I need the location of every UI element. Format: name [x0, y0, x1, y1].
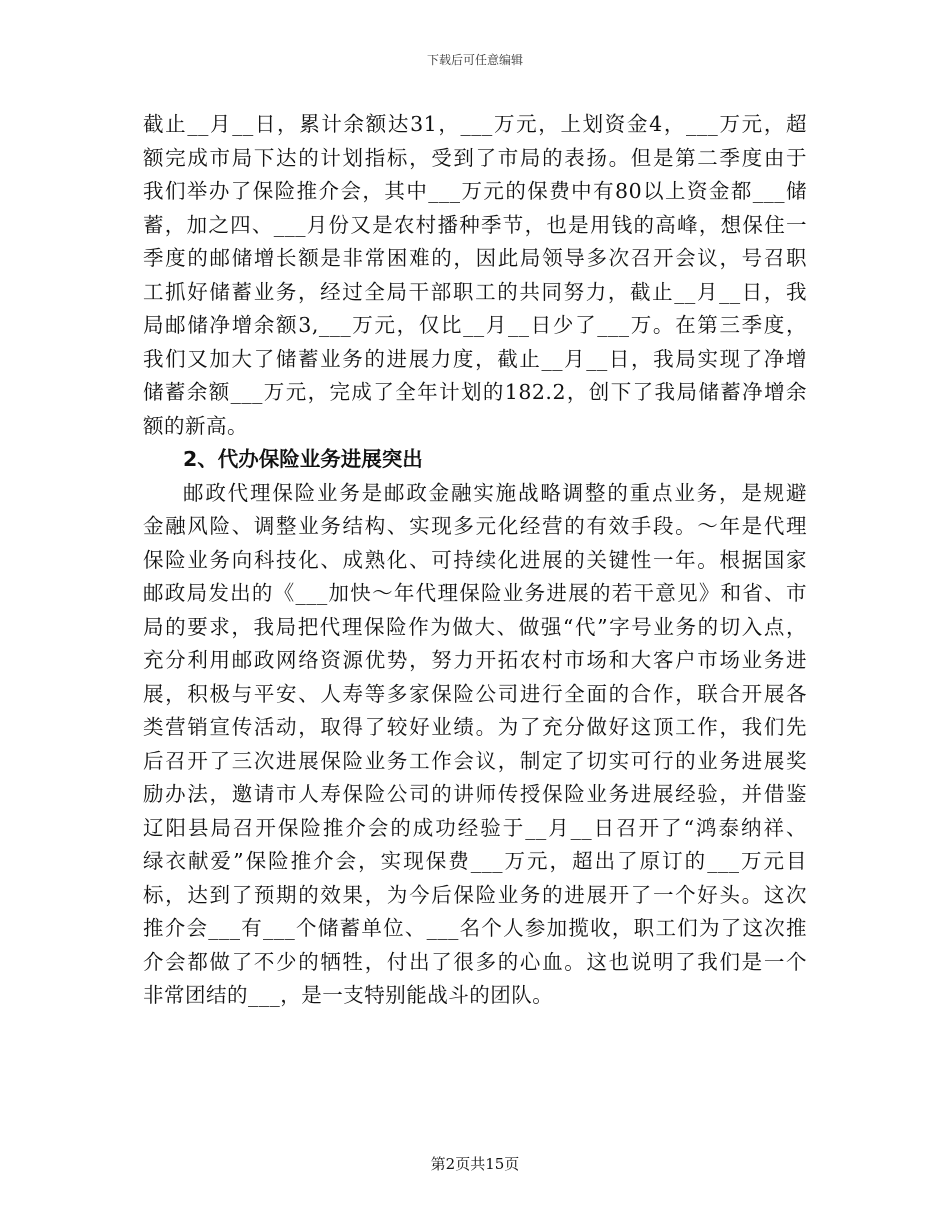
text-line: 邮政局发出的《___加快～年代理保险业务进展的若干意见》和省、市 — [143, 581, 807, 605]
text-line: 金融风险、调整业务结构、实现多元化经营的有效手段。～年是代理 — [143, 514, 807, 538]
text-line: 局的要求，我局把代理保险作为做大、做强“代”字号业务的切入点， — [143, 614, 807, 639]
text-line: 推介会___有___个储蓄单位、___名个人参加揽收，职工们为了这次推 — [143, 916, 807, 940]
text-line: 非常团结的___，是一支特别能战斗的团队。 — [143, 983, 554, 1007]
text-line: 辽阳县局召开保险推介会的成功经验于__月__日召开了“鸿泰纳祥、 — [143, 815, 807, 840]
text-line: 标，达到了预期的效果，为今后保险业务的进展开了一个好头。这次 — [143, 882, 807, 907]
page-number: 第2页共15页 — [430, 1155, 520, 1173]
text-line: 储蓄余额___万元，完成了全年计划的182.2，创下了我局储蓄净增余 — [143, 380, 807, 404]
text-line: 介会都做了不少的牺牲，付出了很多的心血。这也说明了我们是一个 — [143, 949, 807, 974]
text-line: 充分利用邮政网络资源优势，努力开拓农村市场和大客户市场业务进 — [143, 648, 807, 672]
text-line: 截止__月__日，累计余额达31，___万元，上划资金4，___万元，超 — [143, 112, 807, 136]
document-body — [143, 108, 807, 1013]
text-line: 蓄，加之四、___月份又是农村播种季节，也是用钱的高峰，想保住一 — [143, 212, 807, 237]
text-line: 我们又加大了储蓄业务的进展力度，截止__月__日，我局实现了净增 — [143, 346, 807, 371]
text-line: 局邮储净增余额3,___万元，仅比__月__日少了___万。在第三季度， — [143, 313, 807, 337]
text-line: 邮政代理保险业务是邮政金融实施战略调整的重点业务，是规避 — [183, 480, 807, 505]
paragraph-2 — [143, 477, 807, 1013]
text-line: 后召开了三次进展保险业务工作会议，制定了切实可行的业务进展奖 — [143, 748, 807, 773]
text-line: 绿衣献爱”保险推介会，实现保费___万元，超出了原订的___万元目 — [143, 849, 807, 873]
paragraph-1 — [143, 108, 807, 443]
text-line: 类营销宣传活动，取得了较好业绩。为了充分做好这顶工作，我们先 — [143, 715, 807, 739]
text-line: 保险业务向科技化、成熟化、可持续化进展的关键性一年。根据国家 — [143, 547, 807, 572]
text-line: 额的新高。 — [143, 413, 248, 438]
text-line: 励办法，邀请市人寿保险公司的讲师传授保险业务进展经验，并借鉴 — [143, 782, 807, 806]
text-line: 季度的邮储增长额是非常困难的，因此局领导多次召开会议，号召职 — [143, 246, 807, 270]
text-line: 额完成市局下达的计划指标，受到了市局的表扬。但是第二季度由于 — [143, 145, 807, 170]
text-line: 展，积极与平安、人寿等多家保险公司进行全面的合作，联合开展各 — [143, 681, 807, 706]
page-header-note: 下载后可任意编辑 — [426, 53, 523, 67]
text-line: 我们举办了保险推介会，其中___万元的保费中有80以上资金都___储 — [143, 179, 807, 203]
section-heading: 2、代办保险业务进展突出 — [183, 447, 423, 471]
text-line: 工抓好储蓄业务，经过全局干部职工的共同努力，截止__月__日，我 — [143, 279, 807, 304]
